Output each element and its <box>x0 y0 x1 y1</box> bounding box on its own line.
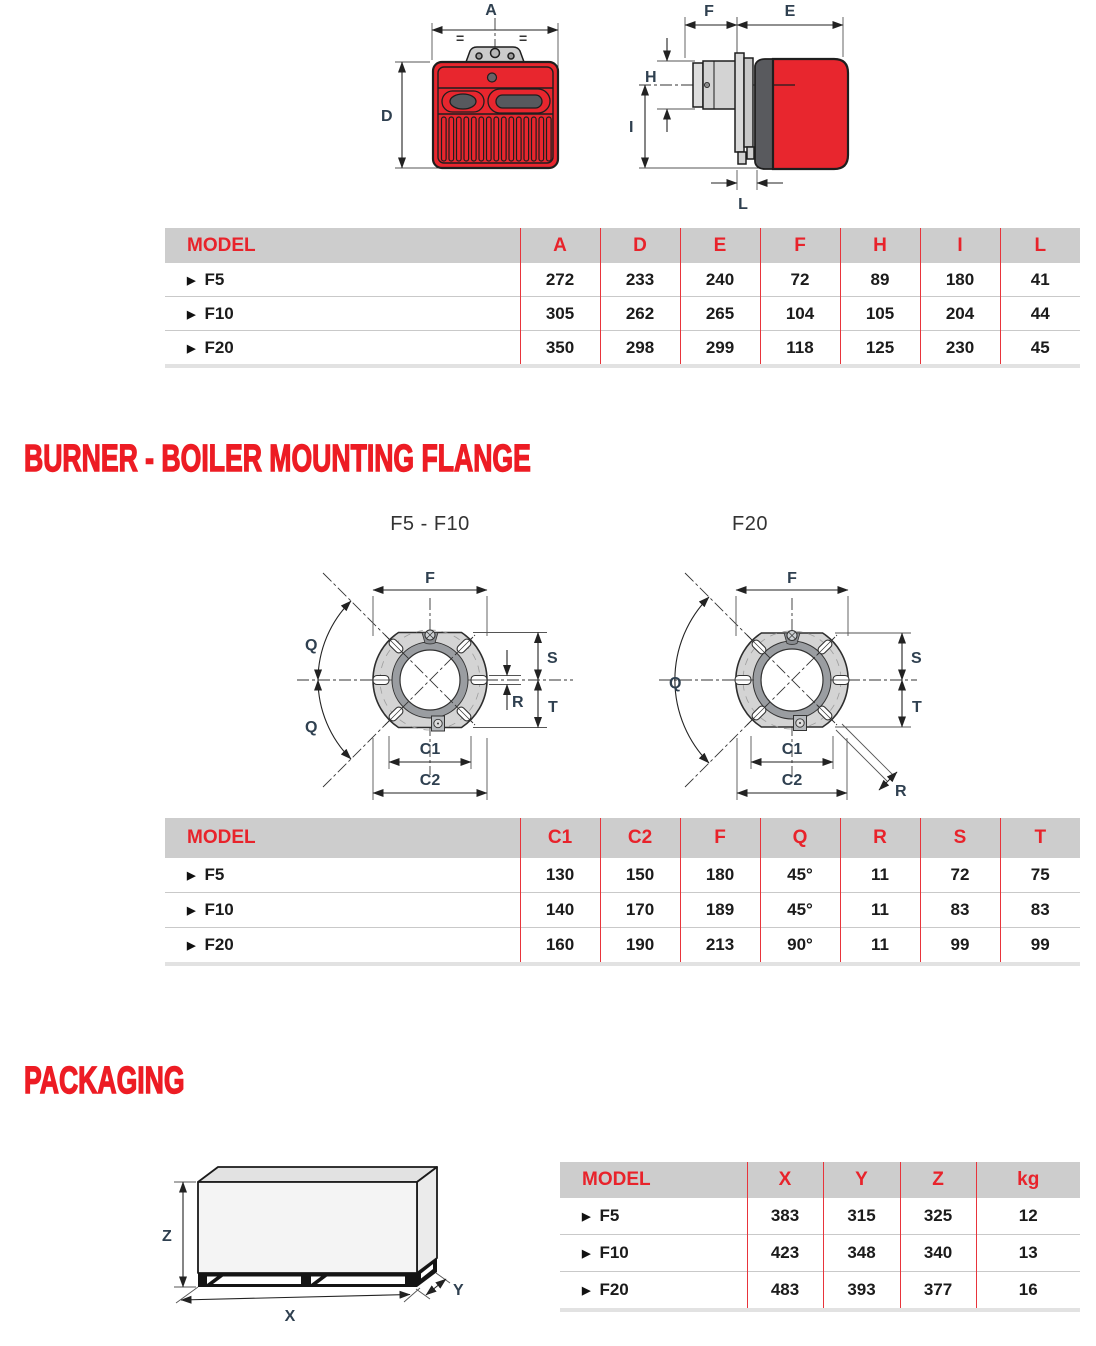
dim-label-X: X <box>284 1308 296 1325</box>
table-row <box>165 331 1080 367</box>
value-cell: 383 <box>747 1198 823 1235</box>
value-cell: 45° <box>760 858 840 893</box>
value-cell: 125 <box>840 331 920 367</box>
packaging-table <box>560 1162 1080 1312</box>
column-header: X <box>747 1162 823 1198</box>
model-name: F10 <box>204 303 234 323</box>
blast-tube <box>693 61 737 109</box>
model-name: F5 <box>599 1206 620 1225</box>
column-header: L <box>1000 228 1080 263</box>
column-header: Z <box>900 1162 976 1198</box>
column-header: S <box>920 818 1000 858</box>
table-row <box>165 297 1080 331</box>
column-header: C2 <box>600 818 680 858</box>
dim-label-Q: Q <box>305 719 318 736</box>
dim-label-C2: C2 <box>781 772 803 789</box>
value-cell: 16 <box>976 1272 1080 1311</box>
value-cell: 393 <box>823 1272 900 1311</box>
value-cell: 11 <box>840 928 920 965</box>
column-header-model: MODEL <box>165 228 520 263</box>
column-header: D <box>600 228 680 263</box>
value-cell: 105 <box>840 297 920 331</box>
value-cell: 305 <box>520 297 600 331</box>
flange-diagram-f20 <box>645 540 965 830</box>
model-name: F20 <box>599 1280 629 1299</box>
burner-side-view-drawing <box>615 0 905 215</box>
value-cell: 12 <box>976 1198 1080 1235</box>
table-row <box>165 893 1080 928</box>
model-name: F5 <box>204 865 225 884</box>
column-header: F <box>680 818 760 858</box>
value-cell: 230 <box>920 331 1000 367</box>
dim-label-R: R <box>512 694 524 711</box>
value-cell: 72 <box>920 858 1000 893</box>
table-header-row <box>165 818 1080 858</box>
value-cell: 11 <box>840 858 920 893</box>
table-header-row <box>560 1162 1080 1198</box>
row-marker-icon: ▶ <box>582 1211 591 1223</box>
model-name: F20 <box>204 337 234 357</box>
right-grip <box>496 95 542 108</box>
row-marker-icon: ▶ <box>582 1285 591 1297</box>
dim-label-C2: C2 <box>419 772 441 789</box>
value-cell: 348 <box>823 1235 900 1272</box>
row-marker-icon: ▶ <box>187 940 196 952</box>
model-cell <box>165 297 520 331</box>
value-cell: 180 <box>920 263 1000 297</box>
value-cell: 189 <box>680 893 760 928</box>
dim-label-Z: Z <box>162 1228 172 1245</box>
table-row <box>560 1235 1080 1272</box>
dim-label-C1: C1 <box>419 741 441 758</box>
value-cell: 423 <box>747 1235 823 1272</box>
row-marker-icon: ▶ <box>187 274 196 287</box>
bottom-screw <box>794 716 807 731</box>
value-cell: 265 <box>680 297 760 331</box>
dim-label-Y: Y <box>453 1282 464 1299</box>
column-header: H <box>840 228 920 263</box>
value-cell: 272 <box>520 263 600 297</box>
value-cell: 262 <box>600 297 680 331</box>
column-header: F <box>760 228 840 263</box>
model-cell <box>560 1235 747 1272</box>
value-cell: 99 <box>1000 928 1080 965</box>
value-cell: 99 <box>920 928 1000 965</box>
value-cell: 45° <box>760 893 840 928</box>
value-cell: 180 <box>680 858 760 893</box>
section-heading-flange: BURNER - BOILER MOUNTING FLANGE <box>24 438 531 480</box>
value-cell: 350 <box>520 331 600 367</box>
column-header-model: MODEL <box>560 1162 747 1198</box>
dim-label-A: A <box>485 2 497 19</box>
dim-label-D: D <box>381 108 393 125</box>
section-heading-packaging: PACKAGING <box>24 1060 185 1102</box>
column-header: A <box>520 228 600 263</box>
bottom-screw <box>432 716 445 731</box>
equal-mark: = <box>456 30 465 46</box>
model-name: F10 <box>204 900 234 919</box>
left-grip <box>450 94 476 109</box>
dim-label-L: L <box>738 196 748 213</box>
figure-title-f20: F20 <box>732 513 768 535</box>
carton-box <box>198 1167 437 1273</box>
value-cell: 45 <box>1000 331 1080 367</box>
value-cell: 140 <box>520 893 600 928</box>
packaging-box-drawing <box>150 1145 480 1335</box>
value-cell: 83 <box>1000 893 1080 928</box>
value-cell: 315 <box>823 1198 900 1235</box>
model-cell <box>165 331 520 367</box>
burner-front-view-drawing <box>375 0 605 215</box>
model-name: F5 <box>204 269 225 289</box>
flange-table <box>165 818 1080 966</box>
value-cell: 13 <box>976 1235 1080 1272</box>
value-cell: 213 <box>680 928 760 965</box>
value-cell: 41 <box>1000 263 1080 297</box>
table-row <box>165 928 1080 965</box>
value-cell: 483 <box>747 1272 823 1311</box>
dim-label-F: F <box>704 3 714 20</box>
value-cell: 75 <box>1000 858 1080 893</box>
mounting-flange-side <box>735 53 754 164</box>
burner-top-cap <box>466 47 524 62</box>
value-cell: 325 <box>900 1198 976 1235</box>
table-row <box>560 1198 1080 1235</box>
dim-label-H: H <box>645 69 657 86</box>
column-header: Y <box>823 1162 900 1198</box>
value-cell: 11 <box>840 893 920 928</box>
value-cell: 118 <box>760 331 840 367</box>
column-header: T <box>1000 818 1080 858</box>
model-cell <box>165 263 520 297</box>
flange-diagram-f5-f10 <box>285 540 585 820</box>
value-cell: 233 <box>600 263 680 297</box>
equal-mark: = <box>519 30 528 46</box>
dim-label-I: I <box>629 119 634 136</box>
model-cell <box>165 858 520 893</box>
value-cell: 89 <box>840 263 920 297</box>
value-cell: 150 <box>600 858 680 893</box>
column-header: kg <box>976 1162 1080 1198</box>
column-header-model: MODEL <box>165 818 520 858</box>
model-name: F10 <box>599 1243 629 1262</box>
value-cell: 377 <box>900 1272 976 1311</box>
value-cell: 104 <box>760 297 840 331</box>
model-cell <box>165 893 520 928</box>
burner-body-side <box>755 59 848 169</box>
model-cell <box>560 1272 747 1311</box>
value-cell: 299 <box>680 331 760 367</box>
value-cell: 204 <box>920 297 1000 331</box>
column-header: Q <box>760 818 840 858</box>
value-cell: 44 <box>1000 297 1080 331</box>
column-header: E <box>680 228 760 263</box>
dim-label-F: F <box>425 570 435 587</box>
value-cell: 170 <box>600 893 680 928</box>
model-cell <box>560 1198 747 1235</box>
value-cell: 340 <box>900 1235 976 1272</box>
row-marker-icon: ▶ <box>187 342 196 355</box>
dim-label-R: R <box>895 783 907 800</box>
table-row <box>165 263 1080 297</box>
value-cell: 83 <box>920 893 1000 928</box>
value-cell: 160 <box>520 928 600 965</box>
value-cell: 72 <box>760 263 840 297</box>
table-row <box>165 858 1080 893</box>
column-header: C1 <box>520 818 600 858</box>
dim-label-Q: Q <box>305 637 318 654</box>
dim-label-F: F <box>787 570 797 587</box>
dim-label-S: S <box>547 650 558 667</box>
row-marker-icon: ▶ <box>187 905 196 917</box>
dim-label-T: T <box>912 699 922 716</box>
row-marker-icon: ▶ <box>582 1248 591 1260</box>
indicator-light <box>488 73 497 82</box>
dim-label-T: T <box>548 699 558 716</box>
model-name: F20 <box>204 935 234 954</box>
value-cell: 240 <box>680 263 760 297</box>
burner-body-front <box>433 62 558 168</box>
figure-title-f5-f10: F5 - F10 <box>390 513 470 535</box>
value-cell: 190 <box>600 928 680 965</box>
dim-label-Q: Q <box>669 675 682 692</box>
dim-label-C1: C1 <box>781 741 803 758</box>
column-header: R <box>840 818 920 858</box>
value-cell: 298 <box>600 331 680 367</box>
dimensions-table <box>165 228 1080 368</box>
column-header: I <box>920 228 1000 263</box>
table-row <box>560 1272 1080 1311</box>
dim-label-E: E <box>784 3 796 20</box>
row-marker-icon: ▶ <box>187 870 196 882</box>
dim-label-S: S <box>911 650 922 667</box>
model-cell <box>165 928 520 965</box>
table-header-row <box>165 228 1080 263</box>
row-marker-icon: ▶ <box>187 308 196 321</box>
value-cell: 90° <box>760 928 840 965</box>
value-cell: 130 <box>520 858 600 893</box>
